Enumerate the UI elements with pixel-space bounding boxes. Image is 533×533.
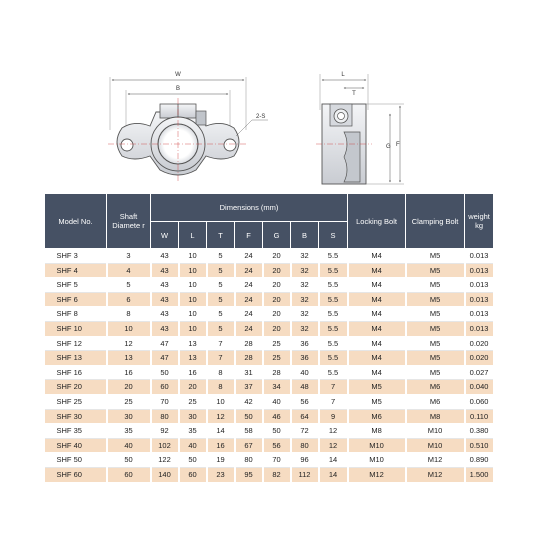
cell-t: 7 (207, 351, 235, 366)
cell-l: 13 (179, 351, 207, 366)
cell-l: 10 (179, 321, 207, 336)
table-row (45, 351, 494, 366)
table-row (45, 365, 494, 380)
cell-w: 140 (151, 467, 179, 482)
cell-b: 96 (291, 453, 319, 468)
locking-bolt-head (196, 111, 206, 125)
dimension-t-label: T (352, 91, 356, 97)
cell-f: 24 (235, 278, 263, 293)
table-row (45, 409, 494, 424)
table-row (45, 453, 494, 468)
cell-w: 47 (151, 336, 179, 351)
cell-b: 32 (291, 249, 319, 264)
cell-shaft-diameter: 35 (107, 424, 151, 439)
cell-f: 67 (235, 438, 263, 453)
cell-weight: 1.500 (465, 467, 494, 482)
header-dimensions: Dimensions (mm) (151, 194, 348, 222)
cell-g: 46 (263, 409, 291, 424)
header-shaft-diameter: Shaft Diamete r (107, 194, 151, 249)
cell-model: SHF 12 (45, 336, 107, 351)
dimension-f-label: F (396, 142, 400, 148)
cell-f: 24 (235, 292, 263, 307)
cell-w: 43 (151, 292, 179, 307)
cell-locking-bolt: M5 (348, 380, 406, 395)
cell-weight: 0.013 (465, 292, 494, 307)
cell-w: 43 (151, 263, 179, 278)
cell-g: 25 (263, 336, 291, 351)
cell-shaft-diameter: 60 (107, 467, 151, 482)
cell-clamping-bolt: M5 (406, 263, 465, 278)
cell-model: SHF 6 (45, 292, 107, 307)
cell-model: SHF 30 (45, 409, 107, 424)
cell-l: 10 (179, 263, 207, 278)
cell-s: 5.5 (319, 336, 348, 351)
table-row (45, 438, 494, 453)
cell-clamping-bolt: M5 (406, 351, 465, 366)
cell-l: 40 (179, 438, 207, 453)
cell-w: 92 (151, 424, 179, 439)
cell-s: 14 (319, 453, 348, 468)
cell-l: 20 (179, 380, 207, 395)
cell-s: 7 (319, 380, 348, 395)
cell-shaft-diameter: 10 (107, 321, 151, 336)
cell-clamping-bolt: M6 (406, 380, 465, 395)
cell-locking-bolt: M4 (348, 249, 406, 264)
cell-g: 82 (263, 467, 291, 482)
cell-model: SHF 4 (45, 263, 107, 278)
cell-l: 50 (179, 453, 207, 468)
header-weight: weight kg (465, 194, 494, 249)
cell-shaft-diameter: 6 (107, 292, 151, 307)
mount-hole-right (224, 139, 236, 151)
cell-l: 13 (179, 336, 207, 351)
cell-shaft-diameter: 12 (107, 336, 151, 351)
cell-g: 56 (263, 438, 291, 453)
cell-b: 112 (291, 467, 319, 482)
cell-b: 48 (291, 380, 319, 395)
cell-b: 36 (291, 336, 319, 351)
cell-locking-bolt: M4 (348, 278, 406, 293)
dimension-w-label: W (175, 72, 181, 78)
cell-shaft-diameter: 8 (107, 307, 151, 322)
cell-f: 42 (235, 394, 263, 409)
cell-g: 20 (263, 292, 291, 307)
cell-f: 28 (235, 351, 263, 366)
mount-hole-left (121, 139, 133, 151)
header-clamping-bolt: Clamping Bolt (406, 194, 465, 249)
cell-weight: 0.110 (465, 409, 494, 424)
cell-shaft-diameter: 3 (107, 249, 151, 264)
cell-model: SHF 5 (45, 278, 107, 293)
cell-clamping-bolt: M5 (406, 321, 465, 336)
cell-s: 5.5 (319, 307, 348, 322)
header-dim-b: B (291, 222, 319, 249)
cell-l: 10 (179, 249, 207, 264)
cell-w: 43 (151, 249, 179, 264)
cell-weight: 0.027 (465, 365, 494, 380)
table-row (45, 336, 494, 351)
cell-s: 5.5 (319, 249, 348, 264)
technical-drawing (0, 0, 533, 190)
cell-g: 20 (263, 307, 291, 322)
cell-b: 36 (291, 351, 319, 366)
cell-model: SHF 3 (45, 249, 107, 264)
cell-locking-bolt: M4 (348, 336, 406, 351)
table-row (45, 394, 494, 409)
cell-shaft-diameter: 50 (107, 453, 151, 468)
cell-t: 5 (207, 321, 235, 336)
cell-s: 7 (319, 394, 348, 409)
cell-shaft-diameter: 25 (107, 394, 151, 409)
cell-l: 60 (179, 467, 207, 482)
cell-weight: 0.013 (465, 249, 494, 264)
cell-g: 20 (263, 263, 291, 278)
cell-t: 8 (207, 365, 235, 380)
cell-clamping-bolt: M5 (406, 365, 465, 380)
cell-s: 5.5 (319, 278, 348, 293)
cell-weight: 0.060 (465, 394, 494, 409)
cell-clamping-bolt: M5 (406, 307, 465, 322)
cell-f: 58 (235, 424, 263, 439)
cell-s: 5.5 (319, 292, 348, 307)
cell-clamping-bolt: M12 (406, 467, 465, 482)
cell-model: SHF 16 (45, 365, 107, 380)
cell-b: 32 (291, 292, 319, 307)
cell-b: 32 (291, 307, 319, 322)
cell-t: 5 (207, 307, 235, 322)
cell-model: SHF 40 (45, 438, 107, 453)
cell-model: SHF 35 (45, 424, 107, 439)
cell-s: 14 (319, 467, 348, 482)
cell-t: 10 (207, 394, 235, 409)
cell-locking-bolt: M4 (348, 292, 406, 307)
front-view-drawing (108, 72, 268, 182)
cell-locking-bolt: M4 (348, 321, 406, 336)
cell-clamping-bolt: M8 (406, 409, 465, 424)
cell-t: 14 (207, 424, 235, 439)
cell-b: 40 (291, 365, 319, 380)
cell-s: 9 (319, 409, 348, 424)
cell-g: 40 (263, 394, 291, 409)
header-locking-bolt: Locking Bolt (348, 194, 406, 249)
cell-t: 8 (207, 380, 235, 395)
cell-weight: 0.890 (465, 453, 494, 468)
cell-b: 32 (291, 278, 319, 293)
cell-shaft-diameter: 30 (107, 409, 151, 424)
cell-locking-bolt: M6 (348, 409, 406, 424)
cell-weight: 0.020 (465, 336, 494, 351)
cell-model: SHF 13 (45, 351, 107, 366)
cell-w: 102 (151, 438, 179, 453)
cell-model: SHF 25 (45, 394, 107, 409)
header-model: Model No. (45, 194, 107, 249)
cell-clamping-bolt: M10 (406, 438, 465, 453)
cell-g: 25 (263, 351, 291, 366)
cell-weight: 0.020 (465, 351, 494, 366)
cell-shaft-diameter: 4 (107, 263, 151, 278)
cell-s: 5.5 (319, 321, 348, 336)
cell-locking-bolt: M4 (348, 263, 406, 278)
cell-f: 31 (235, 365, 263, 380)
cell-weight: 0.013 (465, 278, 494, 293)
cell-f: 24 (235, 263, 263, 278)
table-row (45, 321, 494, 336)
cell-t: 5 (207, 278, 235, 293)
cell-l: 10 (179, 278, 207, 293)
cell-t: 5 (207, 292, 235, 307)
table-row (45, 467, 494, 482)
cell-t: 5 (207, 249, 235, 264)
cell-w: 70 (151, 394, 179, 409)
cell-weight: 0.040 (465, 380, 494, 395)
cell-shaft-diameter: 16 (107, 365, 151, 380)
table-row (45, 278, 494, 293)
cell-model: SHF 10 (45, 321, 107, 336)
cell-g: 20 (263, 278, 291, 293)
cell-b: 32 (291, 321, 319, 336)
cell-locking-bolt: M4 (348, 307, 406, 322)
table-row (45, 249, 494, 264)
cell-t: 23 (207, 467, 235, 482)
cell-locking-bolt: M5 (348, 394, 406, 409)
cell-weight: 0.510 (465, 438, 494, 453)
cell-w: 80 (151, 409, 179, 424)
cell-l: 25 (179, 394, 207, 409)
cell-f: 37 (235, 380, 263, 395)
header-dim-w: W (151, 222, 179, 249)
cell-model: SHF 60 (45, 467, 107, 482)
cell-clamping-bolt: M10 (406, 424, 465, 439)
cell-g: 28 (263, 365, 291, 380)
cell-model: SHF 8 (45, 307, 107, 322)
cell-s: 5.5 (319, 365, 348, 380)
cell-g: 70 (263, 453, 291, 468)
cell-g: 34 (263, 380, 291, 395)
cell-locking-bolt: M10 (348, 453, 406, 468)
cell-locking-bolt: M4 (348, 365, 406, 380)
cell-g: 50 (263, 424, 291, 439)
cell-l: 30 (179, 409, 207, 424)
dimension-l-label: L (341, 72, 345, 78)
cell-w: 43 (151, 321, 179, 336)
cell-l: 35 (179, 424, 207, 439)
cell-b: 64 (291, 409, 319, 424)
cell-weight: 0.013 (465, 307, 494, 322)
cell-b: 80 (291, 438, 319, 453)
cell-w: 60 (151, 380, 179, 395)
header-dim-s: S (319, 222, 348, 249)
cell-locking-bolt: M12 (348, 467, 406, 482)
header-dim-f: F (235, 222, 263, 249)
cell-t: 7 (207, 336, 235, 351)
cell-t: 16 (207, 438, 235, 453)
header-dim-t: T (207, 222, 235, 249)
cell-shaft-diameter: 20 (107, 380, 151, 395)
cell-w: 122 (151, 453, 179, 468)
locking-bolt-side (338, 113, 345, 120)
table-row (45, 292, 494, 307)
cell-locking-bolt: M10 (348, 438, 406, 453)
cell-w: 47 (151, 351, 179, 366)
cell-s: 12 (319, 424, 348, 439)
cell-locking-bolt: M4 (348, 351, 406, 366)
cell-g: 20 (263, 321, 291, 336)
cell-t: 5 (207, 263, 235, 278)
cell-shaft-diameter: 5 (107, 278, 151, 293)
cell-model: SHF 20 (45, 380, 107, 395)
dimension-s-label: 2-S (256, 114, 266, 120)
cell-f: 50 (235, 409, 263, 424)
cell-b: 56 (291, 394, 319, 409)
cell-t: 19 (207, 453, 235, 468)
cell-b: 32 (291, 263, 319, 278)
cell-f: 24 (235, 307, 263, 322)
dimension-g-label: G (386, 144, 391, 150)
dimension-b-label: B (175, 86, 181, 92)
cell-clamping-bolt: M5 (406, 278, 465, 293)
cell-s: 5.5 (319, 351, 348, 366)
cell-clamping-bolt: M5 (406, 336, 465, 351)
cell-w: 43 (151, 307, 179, 322)
cell-f: 80 (235, 453, 263, 468)
cell-g: 20 (263, 249, 291, 264)
table-row (45, 263, 494, 278)
cell-shaft-diameter: 40 (107, 438, 151, 453)
table-row (45, 424, 494, 439)
cell-weight: 0.380 (465, 424, 494, 439)
table-row (45, 307, 494, 322)
header-dim-l: L (179, 222, 207, 249)
cell-l: 10 (179, 292, 207, 307)
cell-f: 24 (235, 321, 263, 336)
side-view-drawing (316, 72, 404, 184)
cell-f: 95 (235, 467, 263, 482)
spec-table (44, 193, 495, 483)
header-dim-g: G (263, 222, 291, 249)
cell-b: 72 (291, 424, 319, 439)
cell-shaft-diameter: 13 (107, 351, 151, 366)
cell-clamping-bolt: M5 (406, 249, 465, 264)
cell-locking-bolt: M8 (348, 424, 406, 439)
cell-clamping-bolt: M6 (406, 394, 465, 409)
cell-l: 16 (179, 365, 207, 380)
cell-clamping-bolt: M5 (406, 292, 465, 307)
cell-weight: 0.013 (465, 263, 494, 278)
cell-s: 12 (319, 438, 348, 453)
cell-model: SHF 50 (45, 453, 107, 468)
cell-weight: 0.013 (465, 321, 494, 336)
cell-s: 5.5 (319, 263, 348, 278)
cell-t: 12 (207, 409, 235, 424)
cell-l: 10 (179, 307, 207, 322)
cell-f: 28 (235, 336, 263, 351)
cell-clamping-bolt: M12 (406, 453, 465, 468)
table-row (45, 380, 494, 395)
cell-f: 24 (235, 249, 263, 264)
cell-w: 50 (151, 365, 179, 380)
cell-w: 43 (151, 278, 179, 293)
